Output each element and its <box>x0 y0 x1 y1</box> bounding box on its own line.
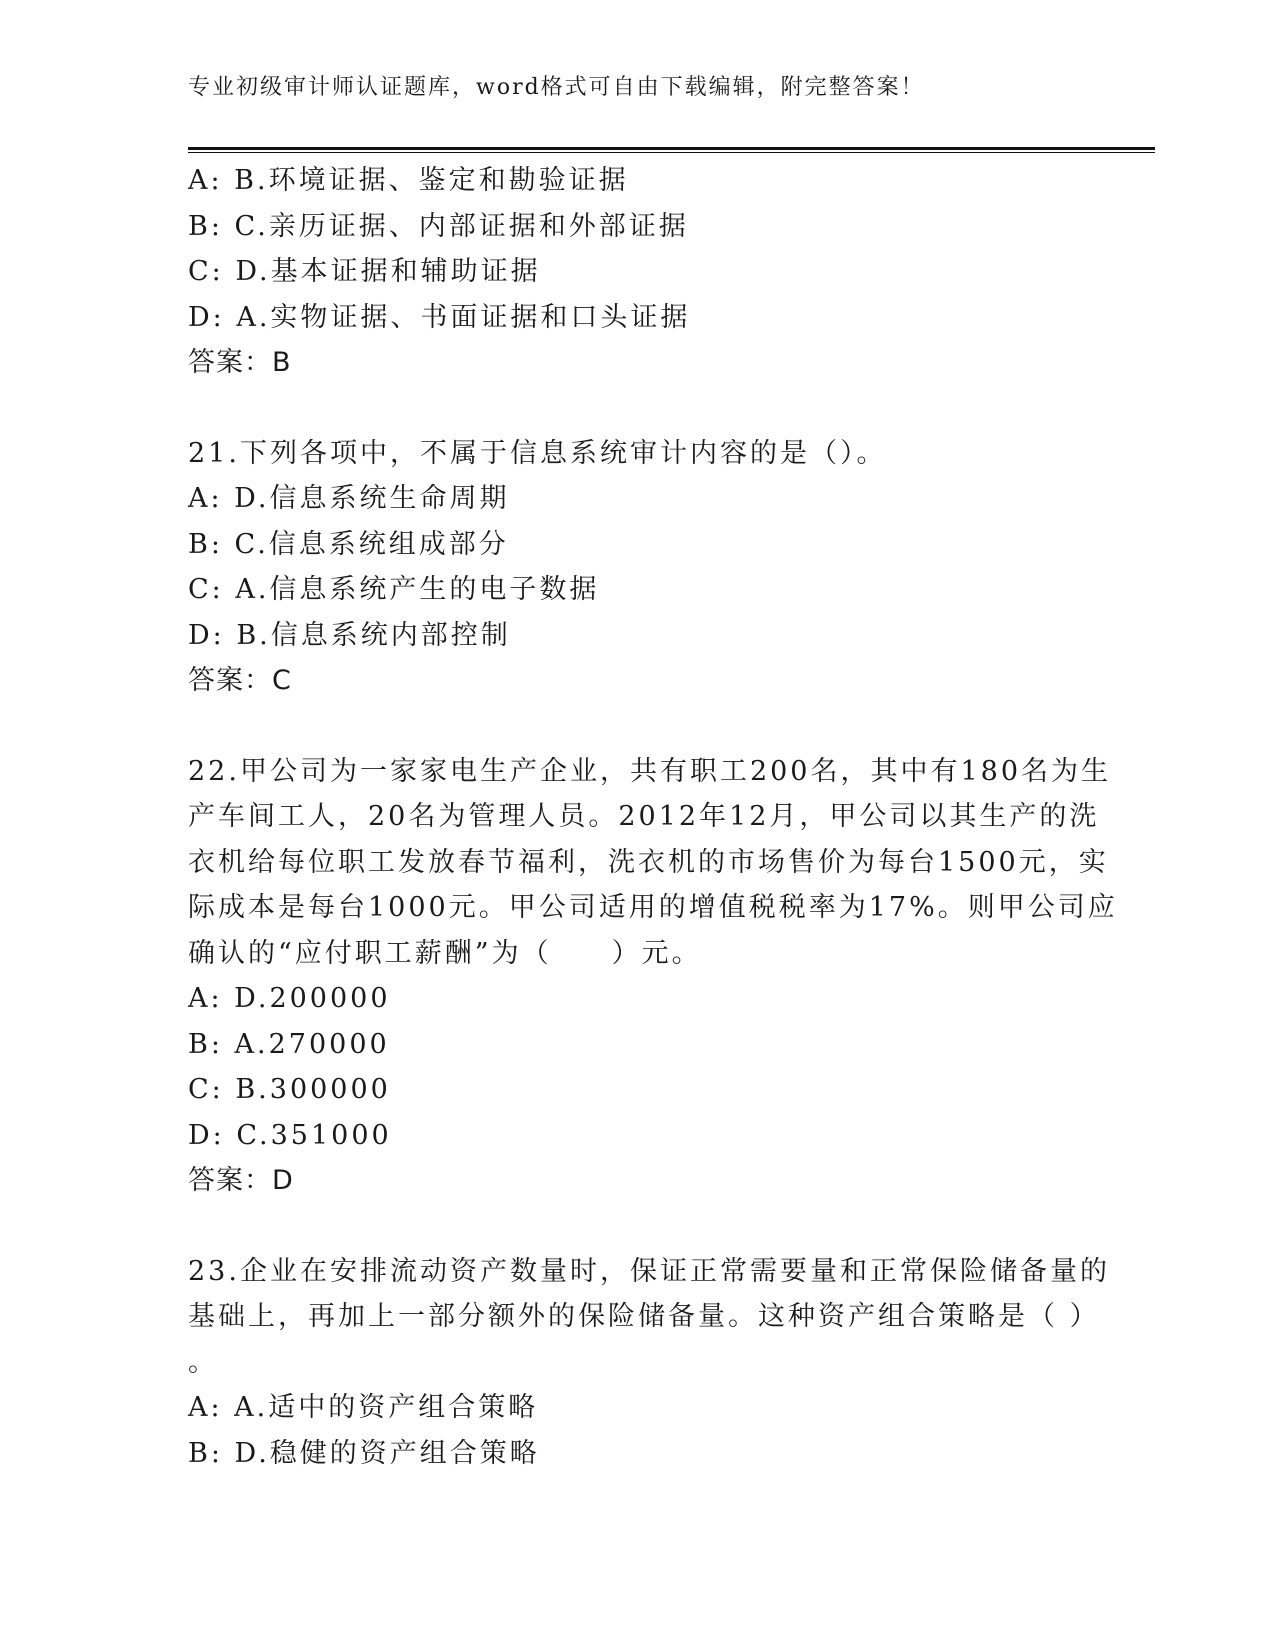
option-b: B: C.亲历证据、内部证据和外部证据 <box>188 210 689 242</box>
question-20 <box>188 158 1088 386</box>
header-rule-thin <box>188 152 1155 153</box>
question-22 <box>188 749 1118 1204</box>
stem-line: 确认的“应付职工薪酬”为（ ）元。 <box>188 937 702 969</box>
option-b: B: D.稳健的资产组合策略 <box>188 1437 540 1469</box>
option-c: C: A.信息系统产生的电子数据 <box>188 574 600 605</box>
option-b: B: C.信息系统组成部分 <box>188 528 509 560</box>
stem-line: 衣机给每位职工发放春节福利，洗衣机的市场售价为每台1500元，实 <box>188 846 1109 878</box>
option-d: D: C.351000 <box>188 1119 392 1151</box>
question-stem <box>188 749 1118 977</box>
stem-line: 基础上，再加上一部分额外的保险储备量。这种资产组合策略是（ ） <box>188 1301 1100 1332</box>
answer: 答案：B <box>188 347 292 378</box>
answer: 答案：C <box>188 665 292 696</box>
stem-line: 21.下列各项中，不属于信息系统审计内容的是（）。 <box>188 437 887 469</box>
stem-line: 。 <box>188 1346 218 1378</box>
question-21 <box>188 431 1088 704</box>
option-a: A: B.环境证据、鉴定和勘验证据 <box>188 165 629 196</box>
answer: 答案：D <box>188 1165 294 1196</box>
stem-line: 23.企业在安排流动资产数量时，保证正常需要量和正常保险储备量的 <box>188 1255 1110 1287</box>
question-stem <box>188 431 1088 477</box>
option-a: A: D.200000 <box>188 983 391 1014</box>
stem-line: 际成本是每台1000元。甲公司适用的增值税税率为17%。则甲公司应 <box>188 892 1118 923</box>
option-d: D: B.信息系统内部控制 <box>188 619 511 651</box>
stem-line: 22.甲公司为一家家电生产企业，共有职工200名，其中有180名为生 <box>188 755 1112 787</box>
option-a: A: A.适中的资产组合策略 <box>188 1392 539 1423</box>
page-header: 专业初级审计师认证题库，word格式可自由下载编辑，附完整答案！ <box>188 75 925 100</box>
option-c: C: B.300000 <box>188 1074 391 1105</box>
option-c: C: D.基本证据和辅助证据 <box>188 256 541 287</box>
option-d: D: A.实物证据、书面证据和口头证据 <box>188 301 691 333</box>
option-b: B: A.270000 <box>188 1028 390 1060</box>
question-stem <box>188 1249 1110 1386</box>
header-rule-thick <box>188 147 1155 150</box>
option-a: A: D.信息系统生命周期 <box>188 483 510 514</box>
question-content <box>188 158 1118 1476</box>
question-23 <box>188 1249 1110 1477</box>
stem-line: 产车间工人，20名为管理人员。2012年12月，甲公司以其生产的洗 <box>188 801 1100 832</box>
